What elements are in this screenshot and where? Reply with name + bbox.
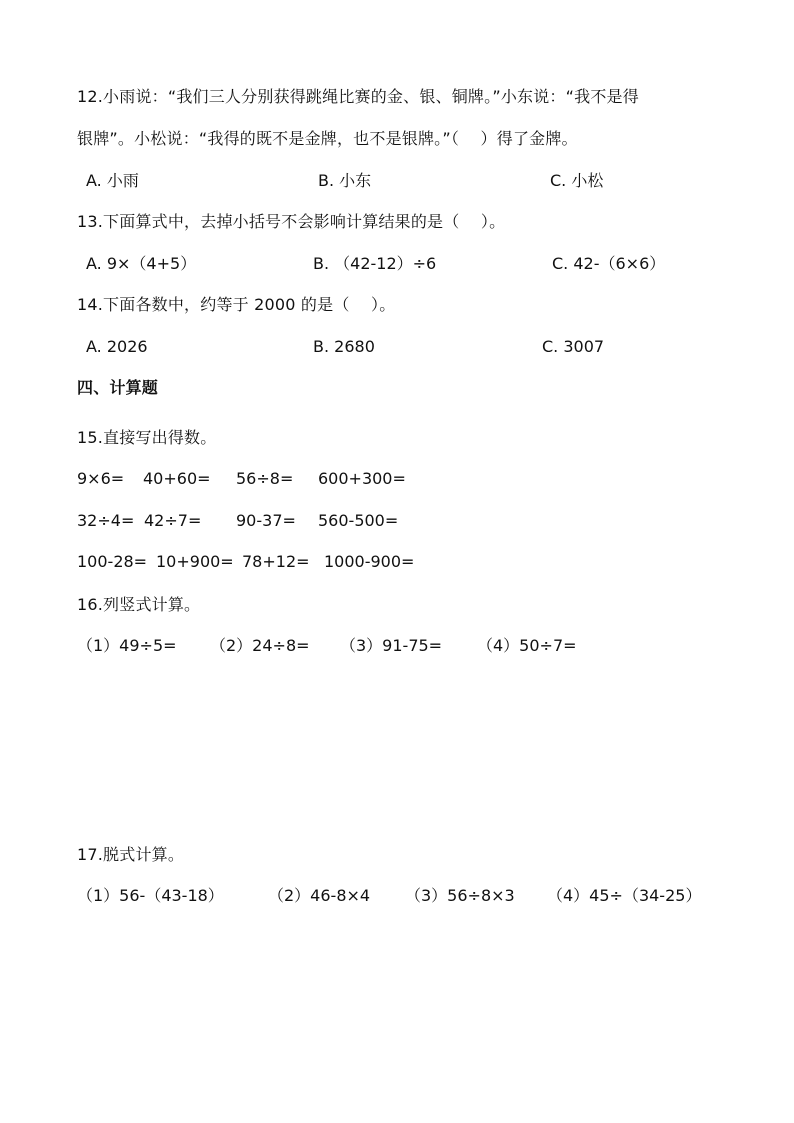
q15-item: 9×6= [77, 469, 125, 488]
q17-item-2: （2）46-8×4 [268, 886, 371, 905]
q15-item: 42÷7= [144, 511, 202, 530]
q15-item: 56÷8= [236, 469, 294, 488]
q14-text: 14.下面各数中，约等于 2000 的是（ ）。 [77, 295, 396, 314]
q15-item: 10+900= [156, 552, 234, 571]
q16-item-1: （1）49÷5= [77, 636, 177, 655]
q15-item: 32÷4= [77, 511, 135, 530]
q15-text: 15.直接写出得数。 [77, 428, 217, 447]
q17-text: 17.脱式计算。 [77, 845, 185, 864]
q15-item: 78+12= [242, 552, 310, 571]
q17-item-1: （1）56-（43-18） [77, 886, 224, 905]
q14-option-c: C. 3007 [542, 337, 605, 356]
q12-option-c: C. 小松 [550, 171, 604, 190]
q12-line-2: 银牌”。小松说：“我得的既不是金牌，也不是银牌。”（ ）得了金牌。 [77, 129, 578, 148]
q16-item-2: （2）24÷8= [210, 636, 310, 655]
q15-item: 40+60= [143, 469, 211, 488]
q15-item: 600+300= [318, 469, 406, 488]
q16-text: 16.列竖式计算。 [77, 595, 201, 614]
q13-option-c: C. 42-（6×6） [552, 254, 666, 273]
q12-option-a: A. 小雨 [86, 171, 139, 190]
q15-item: 560-500= [318, 511, 399, 530]
q14-option-a: A. 2026 [86, 337, 148, 356]
section-heading: 四、计算题 [77, 378, 159, 397]
q15-item: 1000-900= [324, 552, 415, 571]
q12-option-b: B. 小东 [318, 171, 372, 190]
q13-text: 13.下面算式中，去掉小括号不会影响计算结果的是（ ）。 [77, 212, 506, 231]
q16-item-3: （3）91-75= [340, 636, 443, 655]
q13-option-b: B. （42-12）÷6 [313, 254, 437, 273]
q15-item: 100-28= [77, 552, 148, 571]
q13-option-a: A. 9×（4+5） [86, 254, 197, 273]
q12-line-1: 12.小雨说：“我们三人分别获得跳绳比赛的金、银、铜牌。”小东说：“我不是得 [77, 87, 639, 106]
q17-item-4: （4）45÷（34-25） [547, 886, 702, 905]
q15-item: 90-37= [236, 511, 296, 530]
q14-option-b: B. 2680 [313, 337, 375, 356]
q17-item-3: （3）56÷8×3 [405, 886, 515, 905]
q16-item-4: （4）50÷7= [477, 636, 577, 655]
